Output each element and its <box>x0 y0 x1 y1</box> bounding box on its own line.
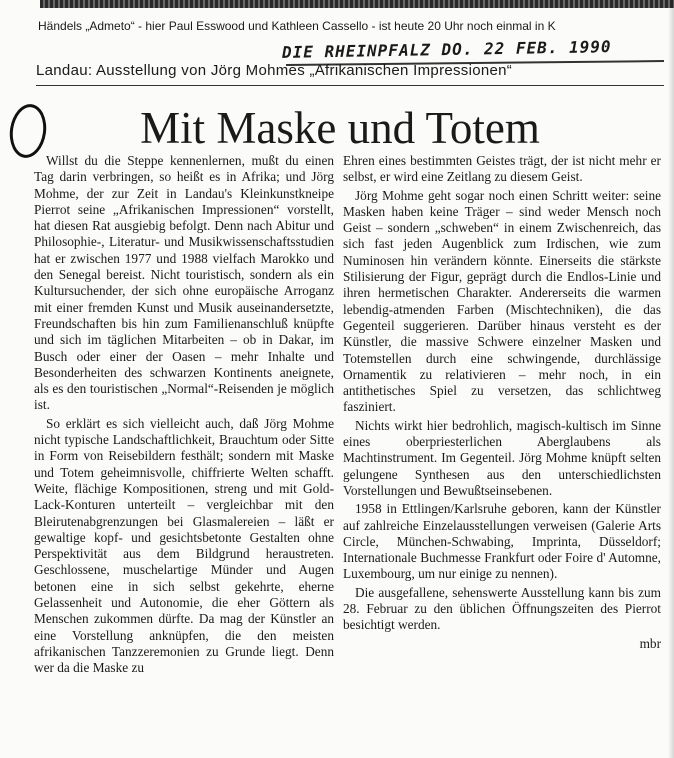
paragraph: So erklärt es sich vielleicht auch, daß Jörg Mohme nicht typische Landschaftlichkeit, Brauchtum oder Sitte in Form von Reisebildern festhält; sondern mit Maske und Totem geheimnisvolle, chiffrierte Welten schafft. Weite, flächige Kompositionen, streng und mit Gold-Lack-Konturen unterteilt – vergleichbar mit den Bleirutenabgrenzungen bei Glasmalereien – läßt er gewaltige kopf- und gesichtsbetonte Gestalten ohne Perspektivität aus dem Bildgrund heraustreten. Geschlossene, muschelartige Münder und Augen betonen eine in sich selbst gekehrte, eherne Gelassenheit und Autonomie, die eher Göttern als Menschen zukommen dürfte. Da mag der Künstler an eine Vorstellung anknüpfen, die den meisten afrikanischen Tanzzeremonien zu Grunde liegt. Denn wer da die Maske zu <box>34 415 334 676</box>
paragraph: Willst du die Steppe kennenlernen, mußt du einen Tag darin verbringen, so heißt es in Afrika; und Jörg Mohme, der zur Zeit in Landau's Kleinkunstkneipe Pierrot seine „Afrikanischen Impressionen“ vorstellt, hat diesen Rat ausgiebig befolgt. Denn nach Abitur und Philosophie-, Literatur- und Musikwissenschaftsstudien hat er zwischen 1977 und 1988 vielfach Marokko und den Senegal bereist. Nicht touristisch, sondern als ein Kultursuchender, der sich ohne europäische Arroganz mit einer fremden Kunst und Musik auseinandersetzte, Freundschaften bis hin zum Familienanschluß knüpfte und sich im täglichen Mitarbeiten – ob in Dakar, im Busch oder einer der Oasen – mehr Inhalte und Besonderheiten des schwarzen Kontinents aneignete, als es den touristischen „Normal“-Reisenden je möglich ist. <box>34 153 334 413</box>
headline: Mit Maske und Totem <box>140 103 540 153</box>
author-signature: mbr <box>639 635 661 651</box>
paragraph: Ehren eines bestimmten Geistes trägt, der ist nicht mehr er selbst, er wird eine Zeitlang zu diesem Geist. <box>343 153 661 185</box>
paragraph: 1958 in Ettlingen/Karlsruhe geboren, kann der Künstler auf zahlreiche Einzelausstellungen verweisen (Galerie Arts Circle, München-Schwabing, Imprinta, Düsseldorf; Internationale Buchmesse Frankfurt oder Foire d' Automne, Luxembourg, um nur einige zu nennen). <box>343 501 661 582</box>
scan-edge-shadow <box>668 0 674 758</box>
paragraph: Die ausgefallene, sehenswerte Ausstellung kann bis zum 28. Februar zu den üblichen Öffnungszeiten des Pierrot besichtigt werden. <box>343 584 661 633</box>
handwritten-source-note: DIE RHEINPFALZ DO. 22 FEB. 1990 <box>281 37 612 62</box>
paragraph: Nichts wirkt hier bedrohlich, magisch-kultisch im Sinne eines oberpriesterlichen Aberglaubens als Machtinstrument. Im Gegenteil. Jörg Mohme knüpft selten gelungene Synthesen aus den unterschiedlichsten Vorstellungen und Bewußtseinsebenen. <box>343 417 661 498</box>
top-edge-bar <box>40 0 674 8</box>
kicker-line: Landau: Ausstellung von Jörg Mohmes „Afrikanischen Impressionen“ <box>36 62 513 79</box>
paragraph: Jörg Mohme geht sogar noch einen Schritt weiter: seine Masken haben keine Träger – sind weder Mensch noch Geist – sondern „schweben“ in einem Zwischenreich, das sich fast jeden Augenblick zum Irdischen, wie zum Numinosen hin verändern könnte. Einerseits die stärkste Stilisierung der Figur, geprägt durch die Endlos-Linie und ihren hermetischen Charakter. Andererseits die warmen lebendig-atmenden Farben (Mischtechniken), die das Gegenteil suggerieren. Darüber hinaus versteht es der Künstler, die massive Schwere einzelner Masken und Totemstellen durch eine schwingende, durchlässige Ornamentik zu relativieren – mehr noch, in ein antithetisches Spiel zu versetzen, das schlichtweg fasziniert. <box>343 187 661 415</box>
article-column-2 <box>343 153 661 652</box>
previous-article-line: Händels „Admeto“ - hier Paul Esswood und Kathleen Cassello - ist heute 20 Uhr noch einmal in K <box>38 19 556 33</box>
article-column-1 <box>34 153 334 677</box>
kicker-rule <box>36 85 664 86</box>
